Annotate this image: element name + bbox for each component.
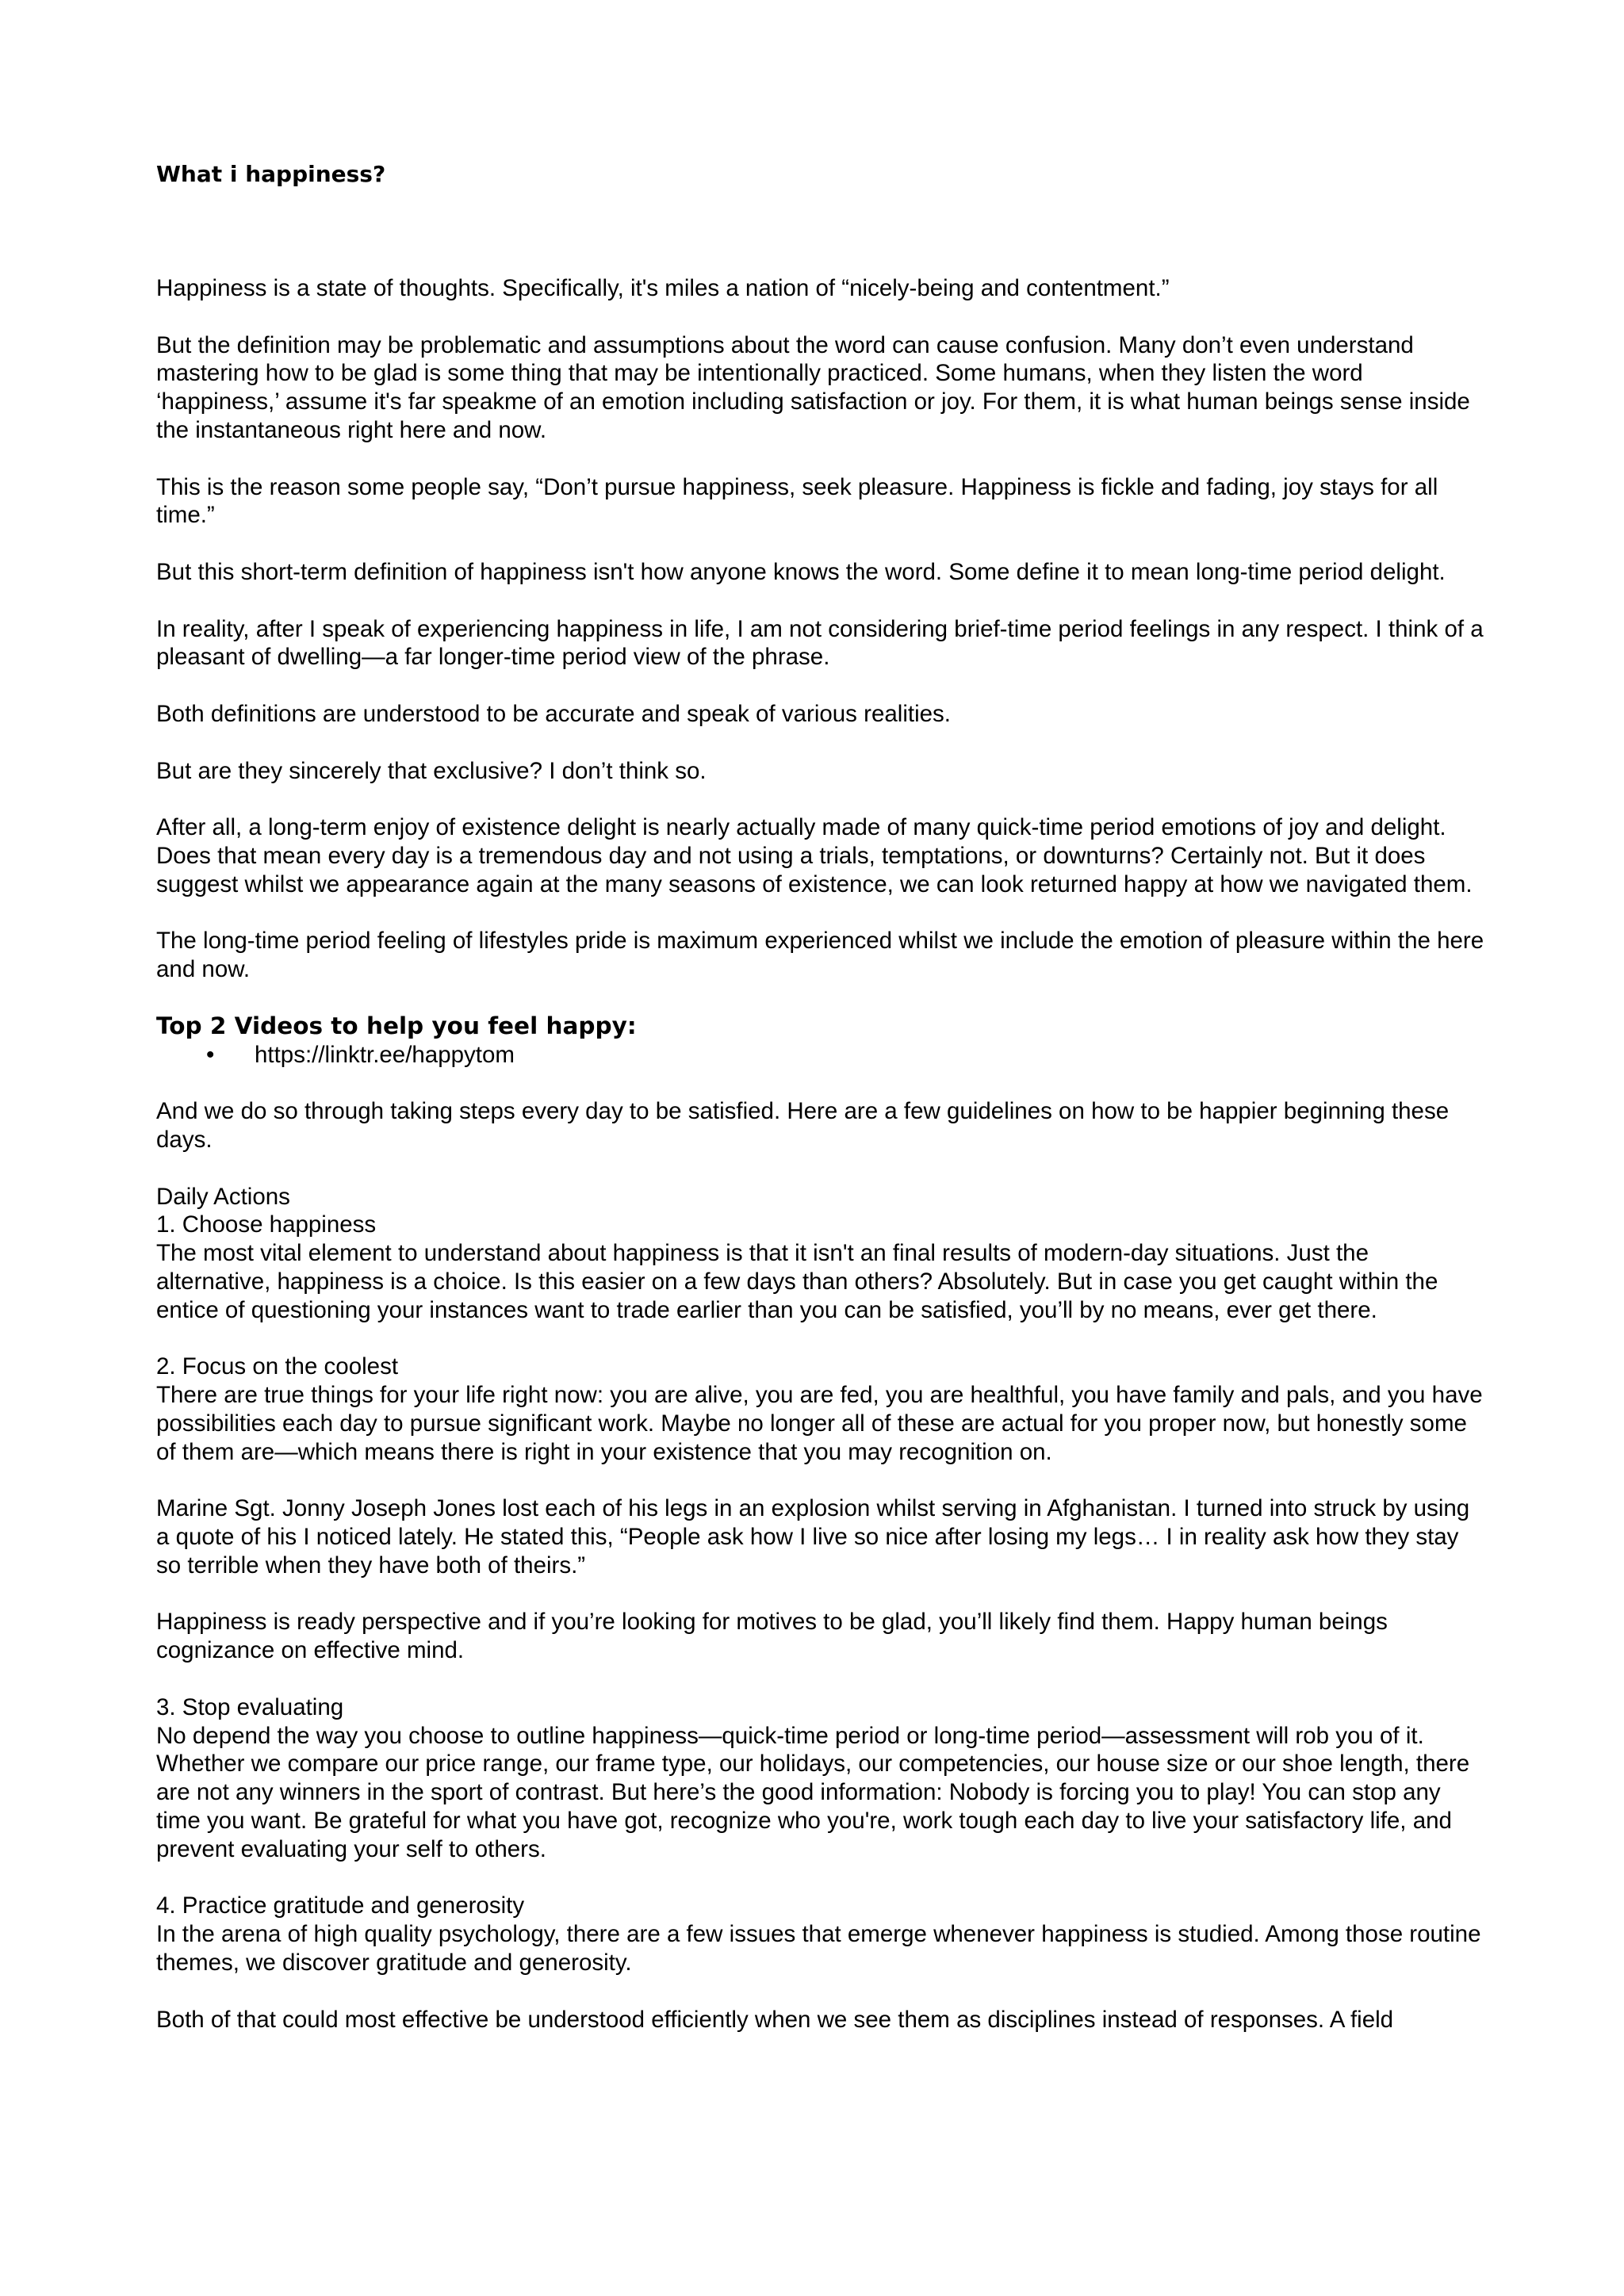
bullet-icon: •	[206, 1041, 215, 1068]
daily-actions-label: Daily Actions	[156, 1183, 290, 1210]
action-4-heading: 4. Practice gratitude and generosity	[156, 1892, 525, 1919]
intro-paragraph-3: This is the reason some people say, “Don’t pursue happiness, seek pleasure. Happiness is fickle and fading, joy stays for all time.”	[156, 473, 1438, 529]
action-1-text: The most vital element to understand about happiness is that it isn't an final results of modern-day situations. Just the alternative, happiness is a choice. Is this easier on a few days than others? Absolutely. But in case you get caught within the entice of questioning your instances want to trade earlier than you can be satisfied, you’ll by no means, ever get there.	[156, 1240, 1438, 1323]
intro-paragraph-2: But the definition may be problematic and assumptions about the word can cause confusion. Many don’t even understand mastering how to be glad is some thing that may be intentionally practiced. Some humans, when they listen the word ‘happiness,’ assume it's far speakme of an emotion including satisfaction or joy. For them, it is what human beings sense inside the instantaneous right here and now.	[156, 331, 1470, 443]
intro-paragraph-6: Both definitions are understood to be accurate and speak of various realities.	[156, 700, 951, 727]
lead-in-paragraph: And we do so through taking steps every day to be satisfied. Here are a few guidelines on how to be happier beginning these days.	[156, 1098, 1450, 1153]
intro-paragraph-5: In reality, after I speak of experiencing happiness in life, I am not considering brief-time period feelings in any respect. I think of a pleasant of dwelling—a far longer-time period view of the phrase.	[156, 615, 1484, 671]
action-3-text: No depend the way you choose to outline happiness—quick-time period or long-time period—assessment will rob you of it. Whether we compare our price range, our frame type, our holidays, our competencies, our house size or our shoe length, there are not any winners in the sport of contrast. But here’s the good information: Nobody is forcing you to play! You can stop any time you want. Be grateful for what you have got, recognize who you're, work tough each day to live your satisfactory life, and prevent evaluating your self to others.	[156, 1722, 1470, 1862]
action-1-heading: 1. Choose happiness	[156, 1211, 377, 1238]
videos-heading: Top 2 Videos to help you feel happy:	[156, 1012, 637, 1039]
intro-paragraph-7: But are they sincerely that exclusive? I don’t think so.	[156, 757, 707, 784]
intro-paragraph-1: Happiness is a state of thoughts. Specifically, it's miles a nation of “nicely-being and contentment.”	[156, 275, 1170, 301]
action-3-heading: 3. Stop evaluating	[156, 1693, 344, 1720]
closing-fragment: Both of that could most effective be understood efficiently when we see them as disciplines instead of responses. A field	[156, 2006, 1394, 2033]
video-link-list	[156, 1041, 1488, 1070]
video-link-item	[156, 1041, 1488, 1070]
action-2-paragraph-2: Marine Sgt. Jonny Joseph Jones lost each of his legs in an explosion whilst serving in Afghanistan. I turned into struck by using a quote of his I noticed lately. He stated this, “People ask how I live so nice after losing my legs… I in reality ask how they stay so terrible when they have both of theirs.”	[156, 1495, 1470, 1578]
action-4-text: In the arena of high quality psychology, there are a few issues that emerge whenever happiness is studied. Among those routine themes, we discover gratitude and generosity.	[156, 1921, 1481, 1976]
document-body	[156, 274, 1488, 2034]
document-title: What i happiness?	[156, 161, 386, 187]
action-2-paragraph-1: There are true things for your life right now: you are alive, you are fed, you are healthful, you have family and pals, and you have possibilities each day to pursue significant work. Maybe no longer all of these are actual for you proper now, but honestly some of them are—which means there is right in your existence that you may recognition on.	[156, 1382, 1483, 1465]
action-2-heading: 2. Focus on the coolest	[156, 1353, 399, 1380]
action-2-paragraph-3: Happiness is ready perspective and if you’re looking for motives to be glad, you’ll likely find them. Happy human beings cognizance on effective mind.	[156, 1609, 1388, 1664]
intro-paragraph-4: But this short-term definition of happiness isn't how anyone knows the word. Some define it to mean long-time period delight.	[156, 558, 1446, 585]
intro-paragraph-9: The long-time period feeling of lifestyles pride is maximum experienced whilst we include the emotion of pleasure within the here and now.	[156, 928, 1484, 983]
video-link[interactable]: https://linktr.ee/happytom	[255, 1041, 515, 1068]
intro-paragraph-8: After all, a long-term enjoy of existence delight is nearly actually made of many quick-time period emotions of joy and delight. Does that mean every day is a tremendous day and not using a trials, temptations, or downturns? Certainly not. But it does suggest whilst we appearance again at the many seasons of existence, we can look returned happy at how we navigated them.	[156, 814, 1473, 897]
